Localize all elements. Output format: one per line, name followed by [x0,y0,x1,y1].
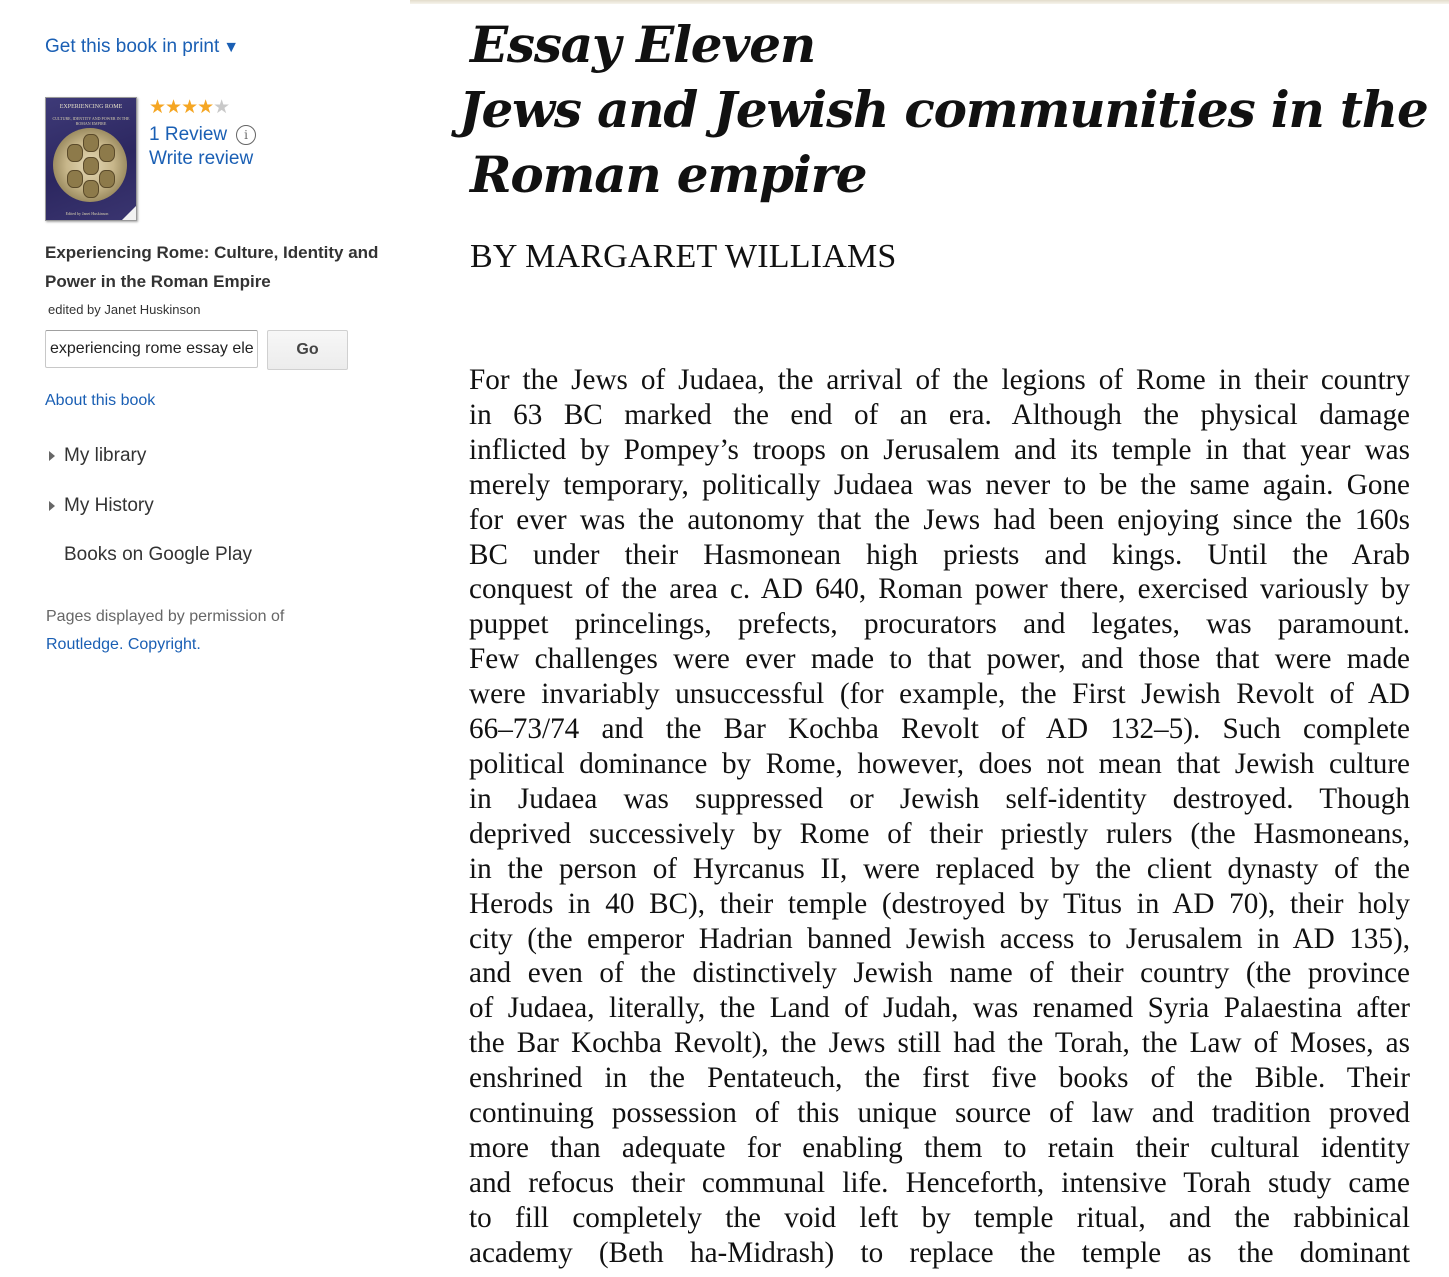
book-cover-thumbnail[interactable] [45,97,137,221]
cover-subtitle: CULTURE, IDENTITY AND POWER IN THE ROMAN EMPIRE [52,116,130,126]
text-line: BC under their Hasmonean high priests and kings. Until the Arab [469,538,1410,571]
book-editor: edited by Janet Huskinson [48,302,201,317]
text-line: Few challenges were ever made to that power, and those that were made [469,643,1410,676]
my-history-link[interactable]: My History [64,495,154,516]
essay-title-line-1: Jews and Jewish communities in the [459,80,1428,139]
text-line: merely temporary, politically Judaea was never to be the same again. Gone [469,468,1410,501]
cover-editor: Edited by Janet Huskinson [65,211,109,216]
text-line: the Bar Kochba Revolt), the Jews still had the Torah, the Law of Moses, as [469,1027,1410,1060]
author-byline: BY MARGARET WILLIAMS [470,238,897,275]
info-icon[interactable]: i [236,125,256,145]
text-line: of Judaea, literally, the Land of Judah, was renamed Syria Palaestina after [469,992,1410,1025]
dropdown-caret-icon: ▼ [223,39,240,56]
text-line: and even of the distinctively Jewish name of their country (the province [469,957,1410,990]
essay-heading [459,12,1428,207]
text-line: Herods in 40 BC), their temple (destroyed by Titus in AD 70), their holy [469,887,1410,920]
books-on-google-play-link[interactable]: Books on Google Play [64,544,253,565]
text-line: inflicted by Pompey’s troops on Jerusalem and its temple in that year was [469,433,1410,466]
about-this-book-link[interactable]: About this book [45,392,156,409]
essay-number: Essay Eleven [470,15,815,74]
expand-arrow-icon[interactable] [49,501,55,511]
page-curl-icon [122,206,136,220]
expand-arrow-icon[interactable] [49,451,55,461]
text-line: enshrined in the Pentateuch, the first five books of the Bible. Their [469,1062,1410,1095]
text-line: city (the emperor Hadrian banned Jewish access to Jerusalem in AD 135), [469,922,1410,955]
cover-mosaic-image [53,128,127,202]
my-library-link[interactable]: My library [64,445,147,466]
essay-body-text [469,363,1410,1271]
sidebar [0,0,410,1277]
star-filled-icon: ★★★★ [149,97,214,118]
text-line: were invariably unsuccessful (for example, the First Jewish Revolt of AD [469,678,1410,711]
get-book-in-print-link[interactable] [45,36,239,58]
text-line: in Judaea was suppressed or Jewish self-identity destroyed. Though [469,782,1410,815]
text-line: conquest of the area c. AD 640, Roman power there, exercised variously by [469,573,1410,606]
search-in-book-input[interactable] [45,330,258,368]
text-line: for ever was the autonomy that the Jews had been enjoying since the 160s [469,503,1410,536]
text-line: more than adequate for enabling them to retain their cultural identity [469,1131,1410,1164]
book-title: Experiencing Rome: Culture, Identity and Power in the Roman Empire [45,243,379,291]
publisher-link[interactable]: Routledge [46,636,119,653]
text-line: political dominance by Rome, however, does not mean that Jewish culture [469,747,1410,780]
text-line: to fill completely the void left by temple ritual, and the rabbinical [469,1201,1410,1234]
text-line: and refocus their communal life. Henceforth, intensive Torah study came [469,1166,1410,1199]
publisher-line: Routledge. Copyright. [46,636,201,653]
text-line: 66–73/74 and the Bar Kochba Revolt of AD 132–5). Such complete [469,713,1410,746]
permission-text: Pages displayed by permission of [46,608,285,625]
star-rating [149,96,229,119]
text-line: deprived successively by Rome of their priestly rulers (the Hasmoneans, [469,817,1410,850]
essay-title-line-2: Roman empire [470,145,867,204]
write-review-link[interactable]: Write review [149,148,254,169]
text-line: For the Jews of Judaea, the arrival of the legions of Rome in their country [469,364,1410,396]
star-empty-icon: ★ [213,97,230,118]
review-count-link[interactable]: 1 Review [149,124,228,145]
text-line: academy (Beth ha-Midrash) to replace the temple as the dominant [469,1236,1410,1269]
get-print-label: Get this book in print [45,36,220,57]
text-line: continuing possession of this unique source of law and tradition proved [469,1097,1410,1130]
text-line: puppet princelings, prefects, procurators and legates, was paramount. [469,608,1410,641]
text-line: in the person of Hyrcanus II, were replaced by the client dynasty of the [469,852,1410,885]
text-line: in 63 BC marked the end of an era. Although the physical damage [469,398,1410,431]
copyright-link[interactable]: Copyright [127,636,197,653]
cover-title: EXPERIENCING ROME [59,104,123,110]
go-button[interactable]: Go [267,330,348,370]
